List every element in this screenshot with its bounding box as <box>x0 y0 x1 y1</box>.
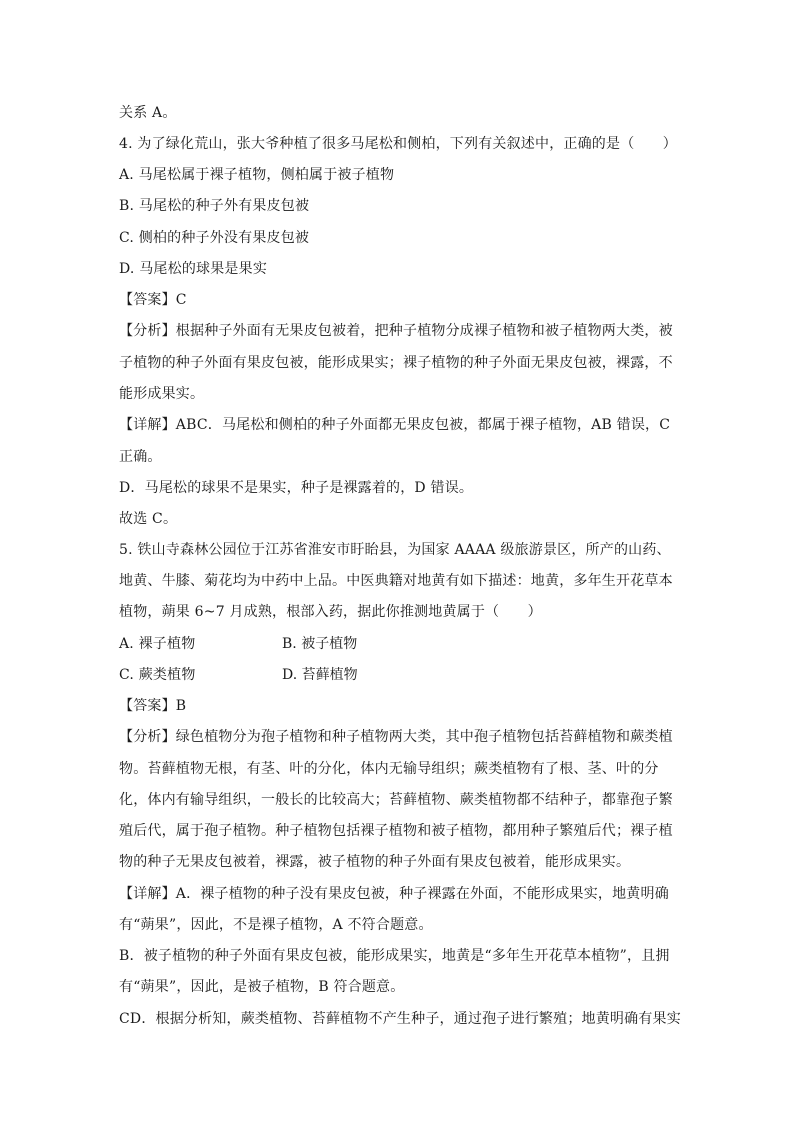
question-5-detail: 【详解】A．裸子植物的种子没有果皮包被，种子裸露在外面，不能形成果实，地黄明确 <box>119 886 669 902</box>
question-4-detail: D．马尾松的球果不是果实，种子是裸露着的，D 错误。 <box>119 480 474 496</box>
question-5-detail: CD．根据分析知，蕨类植物、苔藓植物不产生种子，通过孢子进行繁殖；地黄明确有果实 <box>119 1011 681 1027</box>
question-5-detail: 有“蒴果”，因此，是被子植物，B 符合题意。 <box>119 979 405 995</box>
question-5-detail: 有“蒴果”，因此，不是裸子植物，A 不符合题意。 <box>119 917 433 933</box>
question-4-analysis: 子植物的种子外面有果皮包被，能形成果实；裸子植物的种子外面无果皮包被，裸露，不 <box>119 355 673 371</box>
question-4-stem: 4. 为了绿化荒山，张大爷种植了很多马尾松和侧柏，下列有关叙述中，正确的是（ ） <box>119 136 678 152</box>
question-4-detail: 正确。 <box>119 449 162 465</box>
question-5-option-b: B. 被子植物 <box>282 636 358 652</box>
question-4-option-b: B. 马尾松的种子外有果皮包被 <box>119 198 310 214</box>
question-5-analysis: 化，体内有输导组织，一般长的比较高大；苔藓植物、蕨类植物都不结种子，都靠孢子繁 <box>119 792 673 808</box>
question-5-analysis: 【分析】绿色植物分为孢子植物和种子植物两大类，其中孢子植物包括苔藓植物和蕨类植 <box>119 729 673 745</box>
question-4-analysis: 【分析】根据种子外面有无果皮包被着，把种子植物分成裸子植物和被子植物两大类，被 <box>119 323 673 339</box>
question-5-analysis: 物。苔藓植物无根，有茎、叶的分化，体内无输导组织；蕨类植物有了根、茎、叶的分 <box>119 761 659 777</box>
question-4-option-d: D. 马尾松的球果是果实 <box>119 261 268 277</box>
question-5-analysis: 物的种子无果皮包被着，裸露，被子植物的种子外面有果皮包被着，能形成果实。 <box>119 854 631 870</box>
question-4-answer: 【答案】C <box>119 292 187 308</box>
question-4-option-c: C. 侧柏的种子外没有果皮包被 <box>119 230 310 246</box>
text-line: 关系 A。 <box>119 105 177 121</box>
question-5-option-c: C. 蕨类植物 <box>119 667 196 683</box>
question-5-stem: 植物，蒴果 6~7 月成熟，根部入药，据此你推测地黄属于（ ） <box>119 604 542 620</box>
question-5-stem: 5. 铁山寺森林公园位于江苏省淮安市盱眙县，为国家 AAAA 级旅游景区，所产的山药、 <box>119 542 671 558</box>
question-5-option-a: A. 裸子植物 <box>119 636 196 652</box>
question-5-option-d: D. 苔藓植物 <box>282 667 358 683</box>
question-5-answer: 【答案】B <box>119 698 187 714</box>
question-5-analysis: 殖后代，属于孢子植物。种子植物包括裸子植物和被子植物，都用种子繁殖后代；裸子植 <box>119 823 673 839</box>
question-5-stem: 地黄、牛膝、菊花均为中药中上品。中医典籍对地黄有如下描述：地黄，多年生开花草本 <box>119 573 673 589</box>
question-4-conclusion: 故选 C。 <box>119 511 178 527</box>
question-5-detail: B．被子植物的种子外面有果皮包被，能形成果实，地黄是“多年生开花草本植物”，且拥 <box>119 948 670 964</box>
question-4-detail: 【详解】ABC．马尾松和侧柏的种子外面都无果皮包被，都属于裸子植物，AB 错误，C <box>119 417 671 433</box>
question-4-analysis: 能形成果实。 <box>119 386 205 402</box>
question-4-option-a: A. 马尾松属于裸子植物，侧柏属于被子植物 <box>119 167 395 183</box>
